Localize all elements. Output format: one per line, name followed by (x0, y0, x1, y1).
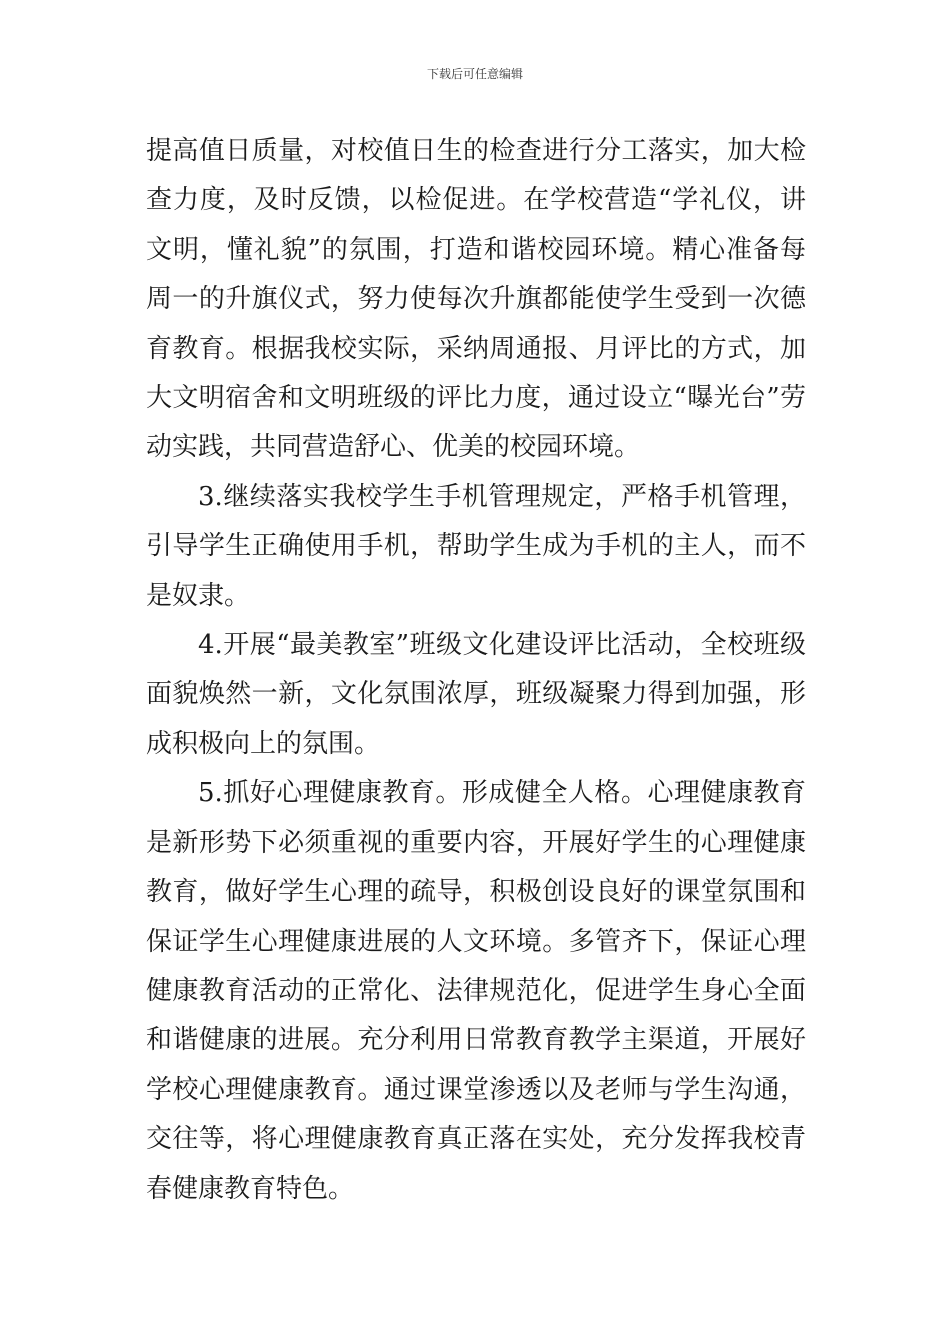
paragraph-phone-management: 3.继续落实我校学生手机管理规定，严格手机管理，引导学生正确使用手机，帮助学生成为手机的主人，而不是奴隶。 (146, 481, 806, 611)
page-header: 下载后可任意编辑 (426, 67, 523, 81)
paragraph-mental-health: 5.抓好心理健康教育。形成健全人格。心理健康教育是新形势下必须重视的重要内容，开展好学生的心理健康教育，做好学生心理的疏导，积极创设良好的课堂氛围和保证学生心理健康进展的人文环境。多管齐下，保证心理健康教育活动的正常化、法律规范化，促进学生身心全面和谐健康的进展。充分利用日常教育教学主渠道，开展好学校心理健康教育。通过课堂渗透以及老师与学生沟通，交往等，将心理健康教育真正落在实处，充分发挥我校青春健康教育特色。 (146, 778, 806, 1204)
paragraph-classroom-culture: 4.开展“最美教室”班级文化建设评比活动，全校班级面貌焕然一新，文化氛围浓厚，班级凝聚力得到加强，形成积极向上的氛围。 (146, 630, 806, 759)
document-body (146, 127, 806, 1214)
paragraph-environment: 提高值日质量，对校值日生的检查进行分工落实，加大检查力度，及时反馈，以检促进。在学校营造“学礼仪，讲文明，懂礼貌”的氛围，打造和谐校园环境。精心准备每周一的升旗仪式，努力使每次升旗都能使学生受到一次德育教育。根据我校实际，采纳周通报、月评比的方式，加大文明宿舍和文明班级的评比力度，通过设立“曝光台”劳动实践，共同营造舒心、优美的校园环境。 (146, 136, 806, 463)
